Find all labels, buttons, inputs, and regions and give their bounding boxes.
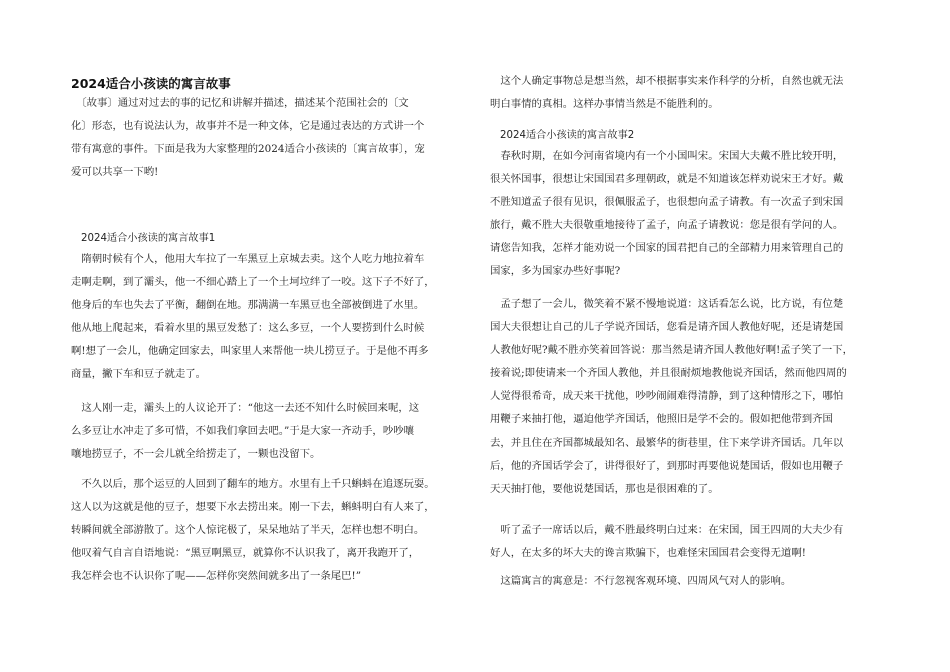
paragraph-line: 人教他好呢?戴不胜亦笑着回答说：那当然是请齐国人教他好啊!孟子笑了一下， <box>490 344 854 357</box>
paragraph-line: 国大夫很想让自己的儿子学说齐国话，您看是请齐国人教他好呢，还是请楚国 <box>490 321 844 334</box>
story2-paragraph-1 <box>490 145 843 284</box>
paragraph-line: 很关怀国事，很想让宋国国君多理朝政，就是不知道该怎样劝说宋王才好。戴 <box>490 173 844 186</box>
story1-heading: 2024适合小孩读的寓言故事1 <box>81 233 216 244</box>
document-title: 2024适合小孩读的寓言故事 <box>71 76 231 91</box>
paragraph-line: 这篇寓言的寓意是：不行忽视客观环境、四周风气对人的影响。 <box>490 575 792 587</box>
paragraph-line: 这个人确定事物总是想当然，却不根据事实来作科学的分析，自然也就无法 <box>490 75 844 87</box>
paragraph-line: 接着说;即使请来一个齐国人教他，并且很耐烦地教他说齐国话，然而他四周的 <box>490 367 847 380</box>
paragraph-line: 走啊走啊，到了灞头，他一不细心踏上了一个土坷垃绊了一咬。这下子不好了， <box>71 276 435 289</box>
paragraph-line: 转瞬间就全部游散了。这个人惊诧极了，呆呆地站了半天，怎样也想不明白。 <box>71 524 425 537</box>
paragraph-line: 隋朝时候有个人，他用大车拉了一车黑豆上京城去卖。这个人吃力地拉着车 <box>71 253 425 265</box>
story1-paragraph-3 <box>71 473 435 588</box>
paragraph-line: 不久以后，那个运豆的人回到了翻车的地方。水里有上千只蝌蚪在追逐玩耍。 <box>71 478 435 490</box>
story1-conclusion <box>490 70 843 116</box>
story2-heading: 2024适合小孩读的寓言故事2 <box>500 130 635 141</box>
paragraph-line: 听了孟子一席话以后，戴不胜最终明白过来：在宋国，国王四周的大夫少有 <box>490 524 844 536</box>
paragraph-line: 好人，在太多的坏大夫的谗言欺骗下，也难怪宋国国君会变得无道啊! <box>490 547 806 560</box>
paragraph-line: 商量，撇下车和豆子就走了。 <box>71 368 207 381</box>
story2-paragraph-2 <box>490 293 853 501</box>
paragraph-line: 用鞭子来抽打他，逼迫他学齐国话，他照旧是学不会的。假如把他带到齐国 <box>490 413 833 426</box>
paragraph-line: 他身后的车也失去了平衡，翻倒在地。那满满一车黑豆也全部被倒进了水里。 <box>71 299 425 312</box>
paragraph-line: 这人以为这就是他的豆子，想要下水去捞出来。刚一下去，蝌蚪明白有人来了， <box>71 501 435 514</box>
paragraph-line: 国家，多为国家办些好事呢? <box>490 265 621 278</box>
paragraph-line: 请您告知我，怎样才能劝说一个国家的国君把自己的全部精力用来管理自己的 <box>490 242 844 255</box>
paragraph-line: 带有寓意的事件。下面是我为大家整理的2024适合小孩读的〔寓言故事〕，宠 <box>71 143 425 156</box>
paragraph-line: 不胜知道孟子很有见识，很佩服孟子，也很想向孟子请教。有一次孟子到宋国 <box>490 196 844 209</box>
paragraph-line: 明白事情的真相。这样办事情当然是不能胜利的。 <box>490 98 719 111</box>
paragraph-line: 孟子想了一会儿，微笑着不紧不慢地说道：这话看怎么说，比方说，有位楚 <box>490 298 844 310</box>
paragraph-line: 嚷地捞豆子，不一会儿就全给捞走了，一颗也没留下。 <box>71 448 321 461</box>
paragraph-line: 化〕形态，也有说法认为，故事并不是一种文体，它是通过表达的方式讲一个 <box>71 120 425 133</box>
paragraph-line: 啊!想了一会儿，他确定回家去，叫家里人来帮他一块儿捞豆子。于是他不再多 <box>71 345 429 358</box>
story1-paragraph-2 <box>71 397 419 466</box>
paragraph-line: 天天抽打他，要他说楚国话，那也是很困难的了。 <box>490 482 719 495</box>
paragraph-line: 后，他的齐国话学会了，讲得很好了，到那时再要他说楚国话，假如也用鞭子 <box>490 459 844 472</box>
story2-moral <box>490 570 791 593</box>
paragraph-line: 〔故事〕通过对过去的事的记忆和讲解并描述，描述某个范围社会的〔文 <box>71 97 409 109</box>
paragraph-line: 我怎样会也不认识你了呢——怎样你突然间就多出了一条尾巴!” <box>71 570 362 583</box>
paragraph-line: 么多豆让水冲走了多可惜，不如我们拿回去吧。”于是大家一齐动手，吵吵嚷 <box>71 425 414 438</box>
paragraph-line: 旅行，戴不胜大夫很敬重地接待了孟子，向孟子请教说：您是很有学问的人。 <box>490 219 844 232</box>
story2-paragraph-3 <box>490 519 843 565</box>
paragraph-line: 这人刚一走，灞头上的人议论开了：“他这一去还不知什么时候回来呢，这 <box>71 402 420 414</box>
paragraph-line: 人觉得很希奇，成天来干扰他，吵吵闹闹难得清静，到了这种情形之下，哪怕 <box>490 390 844 403</box>
paragraph-line: 春秋时期，在如今河南省境内有一个小国叫宋。宋国大夫戴不胜比较开明， <box>490 150 844 162</box>
intro-paragraph <box>71 92 425 184</box>
paragraph-line: 爱可以共享一下哟! <box>71 166 159 179</box>
paragraph-line: 他从地上爬起来，看着水里的黑豆发愁了：这么多豆，一个人要捞到什么时候 <box>71 322 425 335</box>
story1-paragraph-1 <box>71 248 435 387</box>
paragraph-line: 他叹着气自言自语地说：“黑豆啊黑豆，就算你不认识我了，离开我跑开了， <box>71 547 420 560</box>
paragraph-line: 去，并且住在齐国都城最知名、最繁华的街巷里，住下来学讲齐国话。几年以 <box>490 436 844 449</box>
